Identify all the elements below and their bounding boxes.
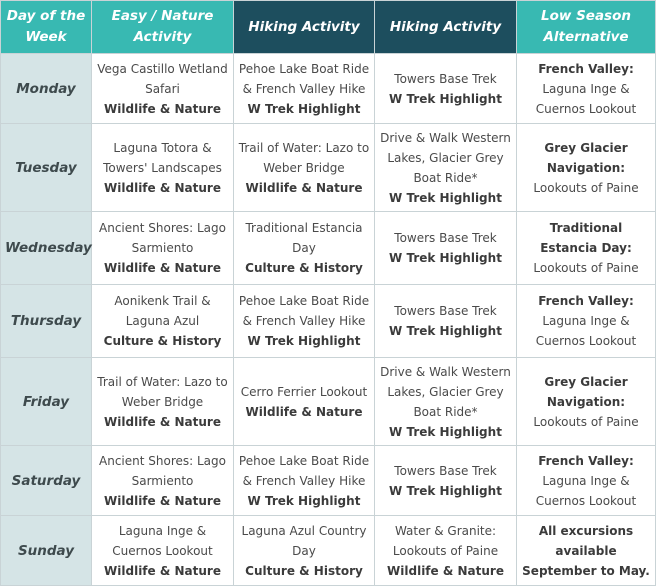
- low-season-cell: [517, 285, 656, 358]
- activity-name: Ancient Shores: Lago Sarmiento: [99, 221, 226, 255]
- easy-cell: [92, 285, 234, 358]
- low-season-text: Lookouts of Paine: [533, 261, 639, 275]
- low-season-text: Laguna Inge & Cuernos Lookout: [535, 314, 637, 348]
- activity-name: Laguna Totora & Towers' Landscapes: [103, 140, 222, 175]
- activity-tag: W Trek Highlight: [247, 334, 361, 348]
- low-season-title: French Valley:: [538, 294, 634, 308]
- day-cell: Monday: [1, 54, 92, 124]
- activity-name: Towers Base Trek: [394, 71, 497, 86]
- hike1-cell: [234, 54, 375, 124]
- easy-cell: [92, 212, 234, 285]
- low-season-text: Lookouts of Paine: [533, 180, 639, 195]
- hike1-cell: [234, 285, 375, 358]
- activity-name: Ancient Shores: Lago Sarmiento: [99, 453, 226, 488]
- low-season-title: Grey Glacier Navigation:: [544, 374, 628, 409]
- activity-name: Drive & Walk Western Lakes, Glacier Grey Boat Ride*: [380, 364, 511, 419]
- low-season-cell: [517, 212, 656, 285]
- hike1-cell: [234, 516, 375, 586]
- low-season-title: French Valley:: [538, 61, 634, 76]
- hike1-cell: [234, 358, 375, 446]
- activity-tag: Wildlife & Nature: [104, 563, 221, 578]
- activity-tag: W Trek Highlight: [389, 483, 502, 498]
- low-season-cell: [517, 516, 656, 586]
- activity-name: Pehoe Lake Boat Ride & French Valley Hike: [238, 453, 370, 488]
- day-cell: Wednesday: [1, 212, 92, 285]
- activity-tag: Wildlife & Nature: [245, 180, 363, 195]
- hike2-cell: [375, 212, 517, 285]
- easy-cell: [92, 54, 234, 124]
- low-season-cell: [517, 358, 656, 446]
- activity-name: Towers Base Trek: [394, 231, 497, 245]
- activity-tag: W Trek Highlight: [389, 324, 502, 338]
- activity-tag: W Trek Highlight: [389, 424, 502, 439]
- activity-tag: W Trek Highlight: [389, 251, 502, 265]
- low-season-cell: [517, 54, 656, 124]
- table-row: [1, 446, 656, 516]
- activity-tag: W Trek Highlight: [389, 190, 502, 205]
- activity-tag: Wildlife & Nature: [387, 563, 504, 578]
- activity-tag: Wildlife & Nature: [104, 180, 221, 195]
- activity-name: Towers Base Trek: [394, 463, 497, 478]
- low-season-title: Traditional Estancia Day:: [540, 221, 632, 255]
- activity-name: Vega Castillo Wetland Safari: [97, 61, 228, 96]
- header-low-season: Low Season Alternative: [517, 1, 656, 54]
- activity-name: Trail of Water: Lazo to Weber Bridge: [97, 374, 228, 409]
- easy-cell: [92, 358, 234, 446]
- activity-name: Water & Granite: Lookouts of Paine: [392, 523, 499, 558]
- low-season-cell: [517, 124, 656, 212]
- table-row: [1, 54, 656, 124]
- hike1-cell: [234, 446, 375, 516]
- activity-name: Aonikenk Trail & Laguna Azul: [114, 294, 211, 328]
- hike2-cell: [375, 516, 517, 586]
- hike1-cell: [234, 124, 375, 212]
- activity-tag: Wildlife & Nature: [104, 101, 221, 116]
- day-cell: Sunday: [1, 516, 92, 586]
- activity-tag: Wildlife & Nature: [245, 404, 363, 419]
- activity-name: Drive & Walk Western Lakes, Glacier Grey Boat Ride*: [380, 130, 511, 185]
- activity-tag: W Trek Highlight: [389, 91, 502, 106]
- day-cell: Tuesday: [1, 124, 92, 212]
- activity-tag: Culture & History: [245, 261, 363, 275]
- low-season-cell: [517, 446, 656, 516]
- activity-tag: Wildlife & Nature: [104, 493, 221, 508]
- header-row: [1, 1, 656, 54]
- table-row: [1, 124, 656, 212]
- activity-name: Cerro Ferrier Lookout: [240, 384, 368, 399]
- low-season-text: Laguna Inge & Cuernos Lookout: [535, 473, 637, 508]
- easy-cell: [92, 124, 234, 212]
- header-hiking-1: Hiking Activity: [234, 1, 375, 54]
- hike1-cell: [234, 212, 375, 285]
- table-row: [1, 516, 656, 586]
- hike2-cell: [375, 285, 517, 358]
- day-cell: Friday: [1, 358, 92, 446]
- header-hiking-2: Hiking Activity: [375, 1, 517, 54]
- table-row: [1, 212, 656, 285]
- activity-tag: Wildlife & Nature: [104, 261, 221, 275]
- activity-name: Pehoe Lake Boat Ride & French Valley Hike: [238, 294, 370, 328]
- header-day: Day of the Week: [1, 1, 92, 54]
- activity-tag: W Trek Highlight: [247, 101, 361, 116]
- easy-cell: [92, 446, 234, 516]
- hike2-cell: [375, 446, 517, 516]
- low-season-text: Laguna Inge & Cuernos Lookout: [535, 81, 637, 116]
- activity-tag: W Trek Highlight: [247, 493, 361, 508]
- low-season-title: French Valley:: [538, 453, 634, 468]
- activity-name: Pehoe Lake Boat Ride & French Valley Hike: [238, 61, 370, 96]
- table-row: [1, 285, 656, 358]
- day-cell: Saturday: [1, 446, 92, 516]
- hike2-cell: [375, 124, 517, 212]
- activity-tag: Culture & History: [103, 334, 222, 348]
- low-season-text: Lookouts of Paine: [533, 414, 639, 429]
- activity-name: Towers Base Trek: [394, 304, 497, 318]
- activity-name: Trail of Water: Lazo to Weber Bridge: [238, 140, 370, 175]
- day-cell: Thursday: [1, 285, 92, 358]
- activity-name: Traditional Estancia Day: [245, 221, 363, 255]
- low-season-title: All excursions available September to May.: [522, 523, 650, 578]
- activity-tag: Wildlife & Nature: [104, 414, 221, 429]
- low-season-title: Grey Glacier Navigation:: [544, 140, 628, 175]
- activity-name: Laguna Azul Country Day: [241, 523, 367, 558]
- hike2-cell: [375, 358, 517, 446]
- header-easy-nature: Easy / Nature Activity: [92, 1, 234, 54]
- easy-cell: [92, 516, 234, 586]
- hike2-cell: [375, 54, 517, 124]
- table-row: [1, 358, 656, 446]
- activity-name: Laguna Inge & Cuernos Lookout: [112, 523, 213, 558]
- activity-tag: Culture & History: [245, 563, 363, 578]
- schedule-body: [1, 54, 656, 586]
